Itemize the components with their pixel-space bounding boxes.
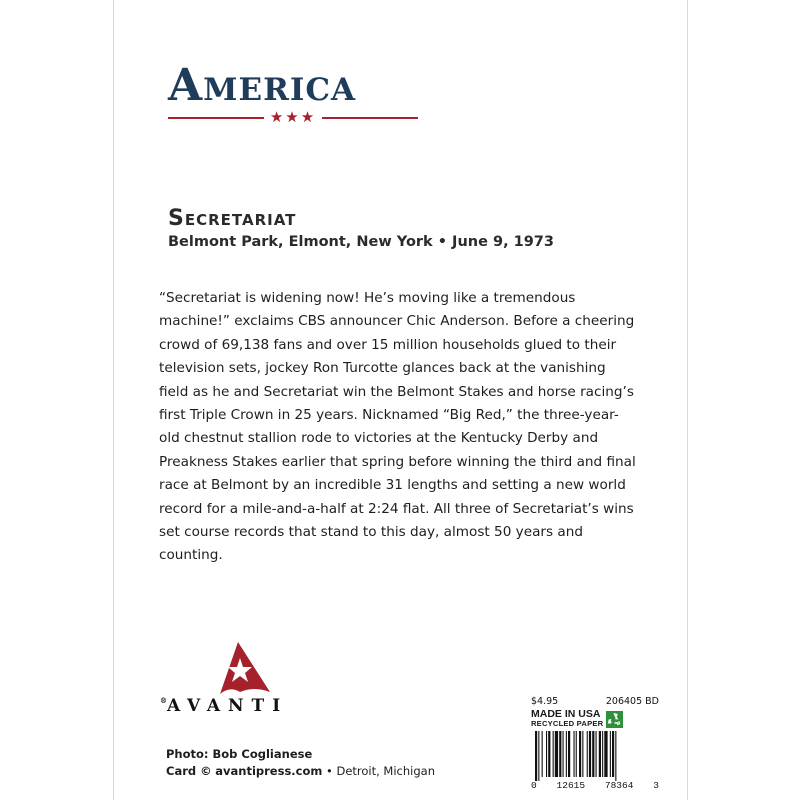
barcode-digits-group-2: 78364 (604, 780, 634, 791)
card-subtitle: Belmont Park, Elmont, New York • June 9, 1973 (168, 234, 554, 250)
card-copyright: Card © (166, 764, 212, 778)
avanti-triangle-icon (160, 640, 320, 700)
publisher-location: • Detroit, Michigan (326, 764, 435, 778)
website-link[interactable]: avantipress.com (215, 764, 323, 778)
card-title: Secretariat (168, 206, 297, 231)
barcode-icon (531, 731, 657, 781)
card-credit (166, 763, 435, 780)
brand-rule-left (168, 117, 264, 119)
barcode-digit-right: 3 (653, 780, 659, 791)
price: $4.95 (531, 696, 559, 707)
recycle-icon (606, 711, 623, 728)
card-body-text: “Secretariat is widening now! He’s moving like a tremendous machine!” exclaims CBS announcer Chic Anderson. Before a cheering crowd of 69,138 fans and over 15 million households glued to their television sets, jockey Ron Turcotte glances back at the vanishing field as he and Secretariat win the Belmont Stakes and horse racing’s first Triple Crown in 25 years. Nicknamed “Big Red,” the three-year-old chestnut stallion rode to victories at the Kentucky Derby and Preakness Stakes earlier that spring before winning the third and final race at Belmont by an incredible 31 lengths and setting a new world record for a mile-and-a-half at 2:24 flat. All three of Secretariat’s wins set course records that stand to this day, almost 50 years and counting. (159, 290, 636, 564)
brand-rule-right (322, 117, 418, 119)
product-code: 206405 BD (605, 696, 659, 707)
star-icon: ★★★ (269, 108, 317, 126)
registered-mark: ® (160, 696, 167, 705)
made-in-usa: MADE IN USA (531, 708, 601, 720)
recycled-paper: RECYCLED PAPER (531, 719, 604, 728)
avanti-logo (160, 640, 320, 720)
brand-title: America (168, 60, 357, 111)
barcode-digit-left: 0 (531, 780, 537, 791)
photo-credit: Photo: Bob Coglianese (166, 747, 313, 761)
barcode-digits-group-1: 12615 (556, 780, 586, 791)
america-brand-logo (168, 62, 418, 126)
brand-rule (168, 110, 418, 126)
avanti-wordmark: AVANTI (167, 696, 289, 716)
price-barcode-box (531, 696, 659, 796)
credits-block (166, 746, 435, 780)
